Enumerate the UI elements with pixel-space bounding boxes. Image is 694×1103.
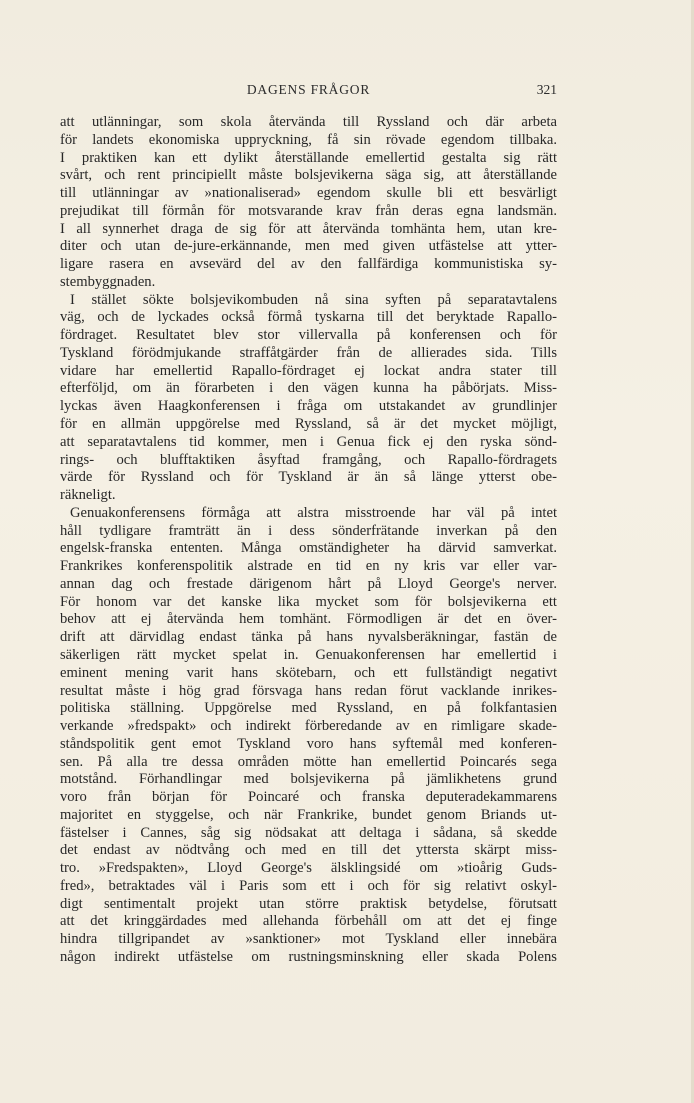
text-line: efterföljd, om än förarbeten i den vägen kunna ha påbörjats. Miss- [60,380,557,397]
text-line: säkerligen rätt mycket spelat in. Genuakonferensen har emellertid i [60,646,557,663]
text-line: lyckas även Haagkonferensen i fråga om utstakandet av grundlinjer [60,398,557,415]
text-line: digt sentimentalt projekt utan större praktisk betydelse, förutsatt [60,895,557,912]
text-line: voro från början för Poincaré och franska deputeradekammarens [60,789,557,806]
text-line: motstånd. Förhandlingar med bolsjevikerna på jämlikhetens grund [60,771,557,788]
text-line: diter och utan de-jure-erkännande, men med given utfästelse att ytter- [60,238,557,255]
text-line: I all synnerhet draga de sig för att återvända tomhänta hem, utan kre- [60,220,557,237]
text-line: majoritet en styggelse, och när Frankrike, bundet genom Briands ut- [60,806,557,823]
text-line: annan dag och frestade därigenom hårt på Lloyd George's nerver. [60,575,557,592]
text-line: det endast av nödtvång och med en till det yttersta skärpt miss- [60,842,557,859]
text-line: fördraget. Resultatet blev stor villervalla på konferensen och för [60,327,557,344]
text-line: att det kringgärdades med allehanda förbehåll om att det ej finge [60,913,557,930]
text-line: sen. På alla tre dessa områden mötte han emellertid Poincarés sega [60,753,557,770]
text-line: behov att ej återvända hem tomhänt. Förmodligen är det en över- [60,611,557,628]
text-line: fästelser i Cannes, såg sig nödsakat att deltaga i sådana, så skedde [60,824,557,841]
text-line: drift att därvidlag endast tänka på hans nyvalsberäkningar, fastän de [60,629,557,646]
text-line: För honom var det kanske lika mycket som för bolsjevikerna ett [60,593,557,610]
text-line: stembyggnaden. [60,273,156,290]
text-line: att utlänningar, som skola återvända till Ryssland och där arbeta [60,114,557,130]
text-line: ståndspolitik gent emot Tyskland voro hans syftemål med konferen- [60,735,557,752]
text-line: räkneligt. [60,487,116,504]
text-line: rings- och blufftaktiken åsyftad framgång, och Rapallo-fördragets [60,451,557,468]
text-line: hindra tillgripandet av »sanktioner» mot Tyskland eller innebära [60,931,557,948]
text-line: verkande »fredspakt» och indirekt förberedande av en rimligare skade- [60,718,557,735]
text-line: för landets ekonomiska uppryckning, få sin rövade egendom tillbaka. [60,131,557,148]
text-line: Tyskland förödmjukande straffåtgärder från de allierades sida. Tills [60,344,557,361]
page-number: 321 [536,82,557,97]
text-line: för en allmän uppgörelse med Ryssland, så är det mycket möjligt, [60,416,557,433]
text-line: fred», betraktades väl i Paris som ett i och för sig relativt oskyl- [60,877,557,894]
text-line: håll tydligare framträtt än i dess sönderfrätande inverkan på den [60,522,557,539]
text-line: prejudikat till förmån för motsvarande krav från deras egna landsmän. [60,202,557,219]
text-line: politiska ställning. Uppgörelse med Ryssland, en på folkfantasien [60,700,557,717]
text-line: att separatavtalens tid kommer, men i Genua fick ej den ryska sönd- [60,433,557,450]
page-header [60,82,557,104]
text-line: I stället sökte bolsjevikombuden nå sina syften på separatavtalens [70,291,557,308]
text-line: svårt, och rent principiellt måste bolsjevikerna säga sig, att återställande [60,167,557,184]
text-line: eminent mening varit hans skötebarn, och ett fullständigt negativt [60,664,557,681]
text-line: väg, och de lyckades också förmå tyskarna till det beryktade Rapallo- [60,309,557,326]
text-line: Genuakonferensens förmåga att alstra misstroende har väl på intet [70,504,557,521]
text-line: till utlänningar av »nationaliserad» egendom skulle bli ett besvärligt [60,185,557,202]
body-text [60,114,557,967]
text-line: resultat måste i hög grad försvaga hans redan förut vacklande inrikes- [60,682,557,699]
text-line: I praktiken kan ett dylikt återställande emellertid gestalta sig rätt [60,149,557,166]
text-line: Frankrikes konferenspolitik alstrade en tid en ny kris var eller var- [60,558,557,575]
text-line: ligare rasera en avsevärd del av den fallfärdiga kommunistiska sy- [60,256,557,273]
text-line: tro. »Fredspakten», Lloyd George's älsklingsidé om »tioårig Guds- [60,860,557,877]
running-title: DAGENS FRÅGOR [246,82,371,97]
text-line: någon indirekt utfästelse om rustningsminskning eller skada Polens [60,948,557,965]
text-line: vidare har emellertid Rapallo-fördraget ej lockat andra stater till [60,362,557,379]
text-line: engelsk-franska ententen. Många omständigheter ha därvid samverkat. [60,540,557,557]
text-line: värde för Ryssland och för Tyskland är än så länge ytterst obe- [60,469,557,486]
